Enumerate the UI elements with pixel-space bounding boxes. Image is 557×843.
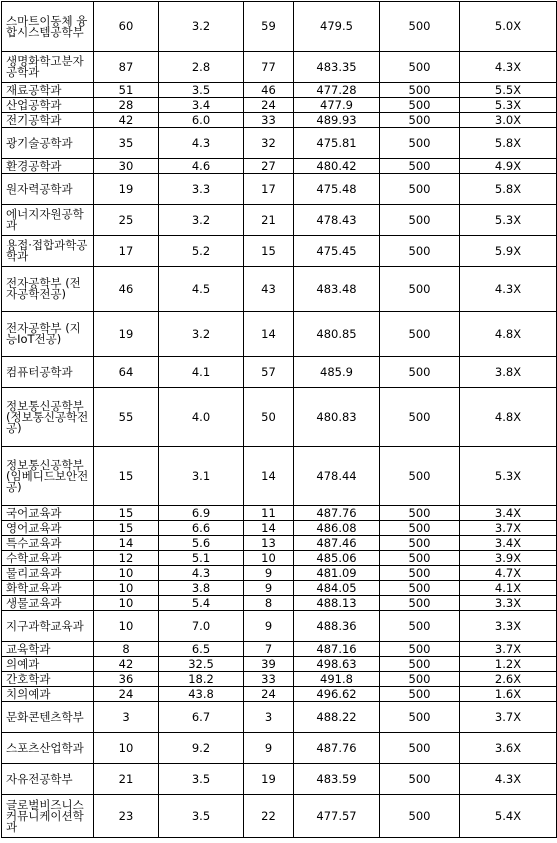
competition-rate-cell: 6.7 [159, 702, 244, 733]
ratio-cell: 3.8X [460, 357, 557, 388]
admitted-cell: 43 [244, 267, 294, 312]
applicants-cell: 15 [94, 506, 159, 521]
full-score-cell: 500 [380, 113, 460, 128]
competition-rate-cell: 43.8 [159, 687, 244, 702]
applicants-cell: 3 [94, 702, 159, 733]
department-cell: 글로벌비즈니스커뮤니케이션학과 [2, 795, 94, 838]
full-score-cell: 500 [380, 267, 460, 312]
admitted-cell: 21 [244, 205, 294, 236]
score-cell: 485.06 [294, 551, 380, 566]
department-cell: 광기술공학과 [2, 128, 94, 159]
applicants-cell: 55 [94, 388, 159, 447]
ratio-cell: 5.5X [460, 83, 557, 98]
table-row [2, 642, 557, 657]
score-cell: 480.42 [294, 159, 380, 174]
score-cell: 483.59 [294, 764, 380, 795]
department-cell: 산업공학과 [2, 98, 94, 113]
full-score-cell: 500 [380, 174, 460, 205]
department-cell: 정보통신공학부 (정보통신공학전공) [2, 388, 94, 447]
admitted-cell: 17 [244, 174, 294, 205]
ratio-cell: 1.2X [460, 657, 557, 672]
competition-rate-cell: 6.6 [159, 521, 244, 536]
competition-rate-cell: 6.9 [159, 506, 244, 521]
applicants-cell: 23 [94, 795, 159, 838]
table-row [2, 113, 557, 128]
applicants-cell: 42 [94, 113, 159, 128]
department-cell: 영어교육과 [2, 521, 94, 536]
admitted-cell: 9 [244, 581, 294, 596]
applicants-cell: 30 [94, 159, 159, 174]
ratio-cell: 1.6X [460, 687, 557, 702]
score-cell: 487.76 [294, 506, 380, 521]
department-cell: 생물교육과 [2, 596, 94, 611]
ratio-cell: 3.4X [460, 536, 557, 551]
applicants-cell: 10 [94, 611, 159, 642]
department-cell: 의예과 [2, 657, 94, 672]
admitted-cell: 33 [244, 672, 294, 687]
department-cell: 재료공학과 [2, 83, 94, 98]
admitted-cell: 13 [244, 536, 294, 551]
table-row [2, 764, 557, 795]
admitted-cell: 24 [244, 687, 294, 702]
table-row [2, 581, 557, 596]
ratio-cell: 5.8X [460, 174, 557, 205]
admitted-cell: 9 [244, 733, 294, 764]
department-cell: 화학교육과 [2, 581, 94, 596]
table-row [2, 128, 557, 159]
ratio-cell: 4.9X [460, 159, 557, 174]
full-score-cell: 500 [380, 52, 460, 83]
department-cell: 에너지자원공학과 [2, 205, 94, 236]
department-cell: 치의예과 [2, 687, 94, 702]
admitted-cell: 22 [244, 795, 294, 838]
competition-rate-cell: 4.3 [159, 566, 244, 581]
table-row [2, 702, 557, 733]
competition-rate-cell: 6.5 [159, 642, 244, 657]
applicants-cell: 12 [94, 551, 159, 566]
score-cell: 487.16 [294, 642, 380, 657]
full-score-cell: 500 [380, 702, 460, 733]
applicants-cell: 46 [94, 267, 159, 312]
full-score-cell: 500 [380, 312, 460, 357]
competition-rate-cell: 4.3 [159, 128, 244, 159]
admission-results-table [1, 1, 557, 838]
competition-rate-cell: 3.8 [159, 581, 244, 596]
score-cell: 483.35 [294, 52, 380, 83]
admitted-cell: 57 [244, 357, 294, 388]
full-score-cell: 500 [380, 205, 460, 236]
competition-rate-cell: 4.1 [159, 357, 244, 388]
ratio-cell: 4.3X [460, 764, 557, 795]
table-row [2, 388, 557, 447]
competition-rate-cell: 5.2 [159, 236, 244, 267]
full-score-cell: 500 [380, 764, 460, 795]
competition-rate-cell: 6.0 [159, 113, 244, 128]
admitted-cell: 33 [244, 113, 294, 128]
department-cell: 간호학과 [2, 672, 94, 687]
table-row [2, 795, 557, 838]
score-cell: 475.45 [294, 236, 380, 267]
full-score-cell: 500 [380, 98, 460, 113]
full-score-cell: 500 [380, 581, 460, 596]
table-row [2, 174, 557, 205]
admitted-cell: 32 [244, 128, 294, 159]
admitted-cell: 9 [244, 566, 294, 581]
ratio-cell: 4.3X [460, 267, 557, 312]
department-cell: 국어교육과 [2, 506, 94, 521]
ratio-cell: 5.3X [460, 447, 557, 506]
applicants-cell: 28 [94, 98, 159, 113]
department-cell: 물리교육과 [2, 566, 94, 581]
applicants-cell: 10 [94, 733, 159, 764]
applicants-cell: 15 [94, 447, 159, 506]
ratio-cell: 3.4X [460, 506, 557, 521]
admitted-cell: 14 [244, 447, 294, 506]
score-cell: 479.5 [294, 2, 380, 52]
ratio-cell: 3.9X [460, 551, 557, 566]
score-cell: 477.9 [294, 98, 380, 113]
score-cell: 486.08 [294, 521, 380, 536]
admitted-cell: 14 [244, 312, 294, 357]
full-score-cell: 500 [380, 672, 460, 687]
department-cell: 자유전공학부 [2, 764, 94, 795]
department-cell: 환경공학과 [2, 159, 94, 174]
full-score-cell: 500 [380, 521, 460, 536]
department-cell: 용접·접합과학공학과 [2, 236, 94, 267]
applicants-cell: 19 [94, 174, 159, 205]
full-score-cell: 500 [380, 687, 460, 702]
score-cell: 480.85 [294, 312, 380, 357]
table-row [2, 236, 557, 267]
applicants-cell: 21 [94, 764, 159, 795]
score-cell: 475.81 [294, 128, 380, 159]
admitted-cell: 39 [244, 657, 294, 672]
admitted-cell: 15 [244, 236, 294, 267]
applicants-cell: 14 [94, 536, 159, 551]
ratio-cell: 4.7X [460, 566, 557, 581]
applicants-cell: 8 [94, 642, 159, 657]
full-score-cell: 500 [380, 536, 460, 551]
competition-rate-cell: 3.3 [159, 174, 244, 205]
applicants-cell: 17 [94, 236, 159, 267]
table-row [2, 83, 557, 98]
competition-rate-cell: 4.6 [159, 159, 244, 174]
full-score-cell: 500 [380, 506, 460, 521]
applicants-cell: 42 [94, 657, 159, 672]
ratio-cell: 5.3X [460, 205, 557, 236]
competition-rate-cell: 5.1 [159, 551, 244, 566]
score-cell: 477.57 [294, 795, 380, 838]
table-row [2, 267, 557, 312]
ratio-cell: 3.7X [460, 642, 557, 657]
applicants-cell: 10 [94, 596, 159, 611]
ratio-cell: 4.8X [460, 388, 557, 447]
score-cell: 491.8 [294, 672, 380, 687]
full-score-cell: 500 [380, 159, 460, 174]
applicants-cell: 24 [94, 687, 159, 702]
competition-rate-cell: 18.2 [159, 672, 244, 687]
competition-rate-cell: 4.5 [159, 267, 244, 312]
ratio-cell: 5.4X [460, 795, 557, 838]
applicants-cell: 51 [94, 83, 159, 98]
ratio-cell: 2.6X [460, 672, 557, 687]
score-cell: 496.62 [294, 687, 380, 702]
admitted-cell: 50 [244, 388, 294, 447]
competition-rate-cell: 3.2 [159, 312, 244, 357]
competition-rate-cell: 32.5 [159, 657, 244, 672]
table-row [2, 611, 557, 642]
score-cell: 475.48 [294, 174, 380, 205]
ratio-cell: 3.0X [460, 113, 557, 128]
table-row [2, 357, 557, 388]
full-score-cell: 500 [380, 657, 460, 672]
table-row [2, 733, 557, 764]
applicants-cell: 25 [94, 205, 159, 236]
applicants-cell: 87 [94, 52, 159, 83]
table-row [2, 657, 557, 672]
score-cell: 488.22 [294, 702, 380, 733]
applicants-cell: 60 [94, 2, 159, 52]
admitted-cell: 24 [244, 98, 294, 113]
admitted-cell: 19 [244, 764, 294, 795]
department-cell: 전자공학부 (지능IoT전공) [2, 312, 94, 357]
ratio-cell: 4.1X [460, 581, 557, 596]
score-cell: 480.83 [294, 388, 380, 447]
ratio-cell: 3.7X [460, 702, 557, 733]
full-score-cell: 500 [380, 388, 460, 447]
department-cell: 컴퓨터공학과 [2, 357, 94, 388]
full-score-cell: 500 [380, 566, 460, 581]
table-row [2, 2, 557, 52]
ratio-cell: 3.6X [460, 733, 557, 764]
score-cell: 478.43 [294, 205, 380, 236]
full-score-cell: 500 [380, 795, 460, 838]
competition-rate-cell: 5.4 [159, 596, 244, 611]
ratio-cell: 5.8X [460, 128, 557, 159]
table-row [2, 551, 557, 566]
full-score-cell: 500 [380, 596, 460, 611]
admitted-cell: 8 [244, 596, 294, 611]
applicants-cell: 10 [94, 581, 159, 596]
score-cell: 481.09 [294, 566, 380, 581]
ratio-cell: 3.7X [460, 521, 557, 536]
applicants-cell: 35 [94, 128, 159, 159]
table-row [2, 536, 557, 551]
admitted-cell: 10 [244, 551, 294, 566]
table-row [2, 205, 557, 236]
score-cell: 488.36 [294, 611, 380, 642]
table-row [2, 98, 557, 113]
competition-rate-cell: 9.2 [159, 733, 244, 764]
applicants-cell: 36 [94, 672, 159, 687]
score-cell: 484.05 [294, 581, 380, 596]
department-cell: 문화콘텐츠학부 [2, 702, 94, 733]
table-row [2, 159, 557, 174]
ratio-cell: 5.3X [460, 98, 557, 113]
applicants-cell: 64 [94, 357, 159, 388]
department-cell: 지구과학교육과 [2, 611, 94, 642]
table-row [2, 687, 557, 702]
department-cell: 전기공학과 [2, 113, 94, 128]
department-cell: 수학교육과 [2, 551, 94, 566]
score-cell: 498.63 [294, 657, 380, 672]
full-score-cell: 500 [380, 236, 460, 267]
admitted-cell: 3 [244, 702, 294, 733]
admitted-cell: 11 [244, 506, 294, 521]
competition-rate-cell: 3.5 [159, 83, 244, 98]
department-cell: 특수교육과 [2, 536, 94, 551]
score-cell: 487.46 [294, 536, 380, 551]
competition-rate-cell: 4.0 [159, 388, 244, 447]
admitted-cell: 46 [244, 83, 294, 98]
department-cell: 생명화학고분자공학과 [2, 52, 94, 83]
admitted-cell: 77 [244, 52, 294, 83]
full-score-cell: 500 [380, 611, 460, 642]
ratio-cell: 4.8X [460, 312, 557, 357]
competition-rate-cell: 5.6 [159, 536, 244, 551]
department-cell: 교육학과 [2, 642, 94, 657]
score-cell: 483.48 [294, 267, 380, 312]
full-score-cell: 500 [380, 447, 460, 506]
full-score-cell: 500 [380, 83, 460, 98]
table-row [2, 596, 557, 611]
competition-rate-cell: 3.2 [159, 2, 244, 52]
table-row [2, 447, 557, 506]
applicants-cell: 19 [94, 312, 159, 357]
competition-rate-cell: 7.0 [159, 611, 244, 642]
admitted-cell: 59 [244, 2, 294, 52]
table-body [2, 2, 557, 838]
score-cell: 478.44 [294, 447, 380, 506]
table-row [2, 312, 557, 357]
competition-rate-cell: 3.1 [159, 447, 244, 506]
competition-rate-cell: 2.8 [159, 52, 244, 83]
ratio-cell: 3.3X [460, 611, 557, 642]
full-score-cell: 500 [380, 551, 460, 566]
admitted-cell: 27 [244, 159, 294, 174]
full-score-cell: 500 [380, 128, 460, 159]
table-row [2, 506, 557, 521]
score-cell: 477.28 [294, 83, 380, 98]
ratio-cell: 5.0X [460, 2, 557, 52]
competition-rate-cell: 3.2 [159, 205, 244, 236]
department-cell: 원자력공학과 [2, 174, 94, 205]
full-score-cell: 500 [380, 733, 460, 764]
admitted-cell: 9 [244, 611, 294, 642]
department-cell: 정보통신공학부 (임베디드보안전공) [2, 447, 94, 506]
full-score-cell: 500 [380, 357, 460, 388]
table-row [2, 672, 557, 687]
applicants-cell: 10 [94, 566, 159, 581]
ratio-cell: 4.3X [460, 52, 557, 83]
score-cell: 488.13 [294, 596, 380, 611]
applicants-cell: 15 [94, 521, 159, 536]
admitted-cell: 14 [244, 521, 294, 536]
table-row [2, 521, 557, 536]
score-cell: 489.93 [294, 113, 380, 128]
department-cell: 스포츠산업학과 [2, 733, 94, 764]
competition-rate-cell: 3.5 [159, 764, 244, 795]
competition-rate-cell: 3.4 [159, 98, 244, 113]
score-cell: 485.9 [294, 357, 380, 388]
admitted-cell: 7 [244, 642, 294, 657]
competition-rate-cell: 3.5 [159, 795, 244, 838]
department-cell: 스마트이동체 융합시스템공학부 [2, 2, 94, 52]
table-row [2, 52, 557, 83]
score-cell: 487.76 [294, 733, 380, 764]
full-score-cell: 500 [380, 2, 460, 52]
ratio-cell: 5.9X [460, 236, 557, 267]
table-row [2, 566, 557, 581]
department-cell: 전자공학부 (전자공학전공) [2, 267, 94, 312]
ratio-cell: 3.3X [460, 596, 557, 611]
full-score-cell: 500 [380, 642, 460, 657]
